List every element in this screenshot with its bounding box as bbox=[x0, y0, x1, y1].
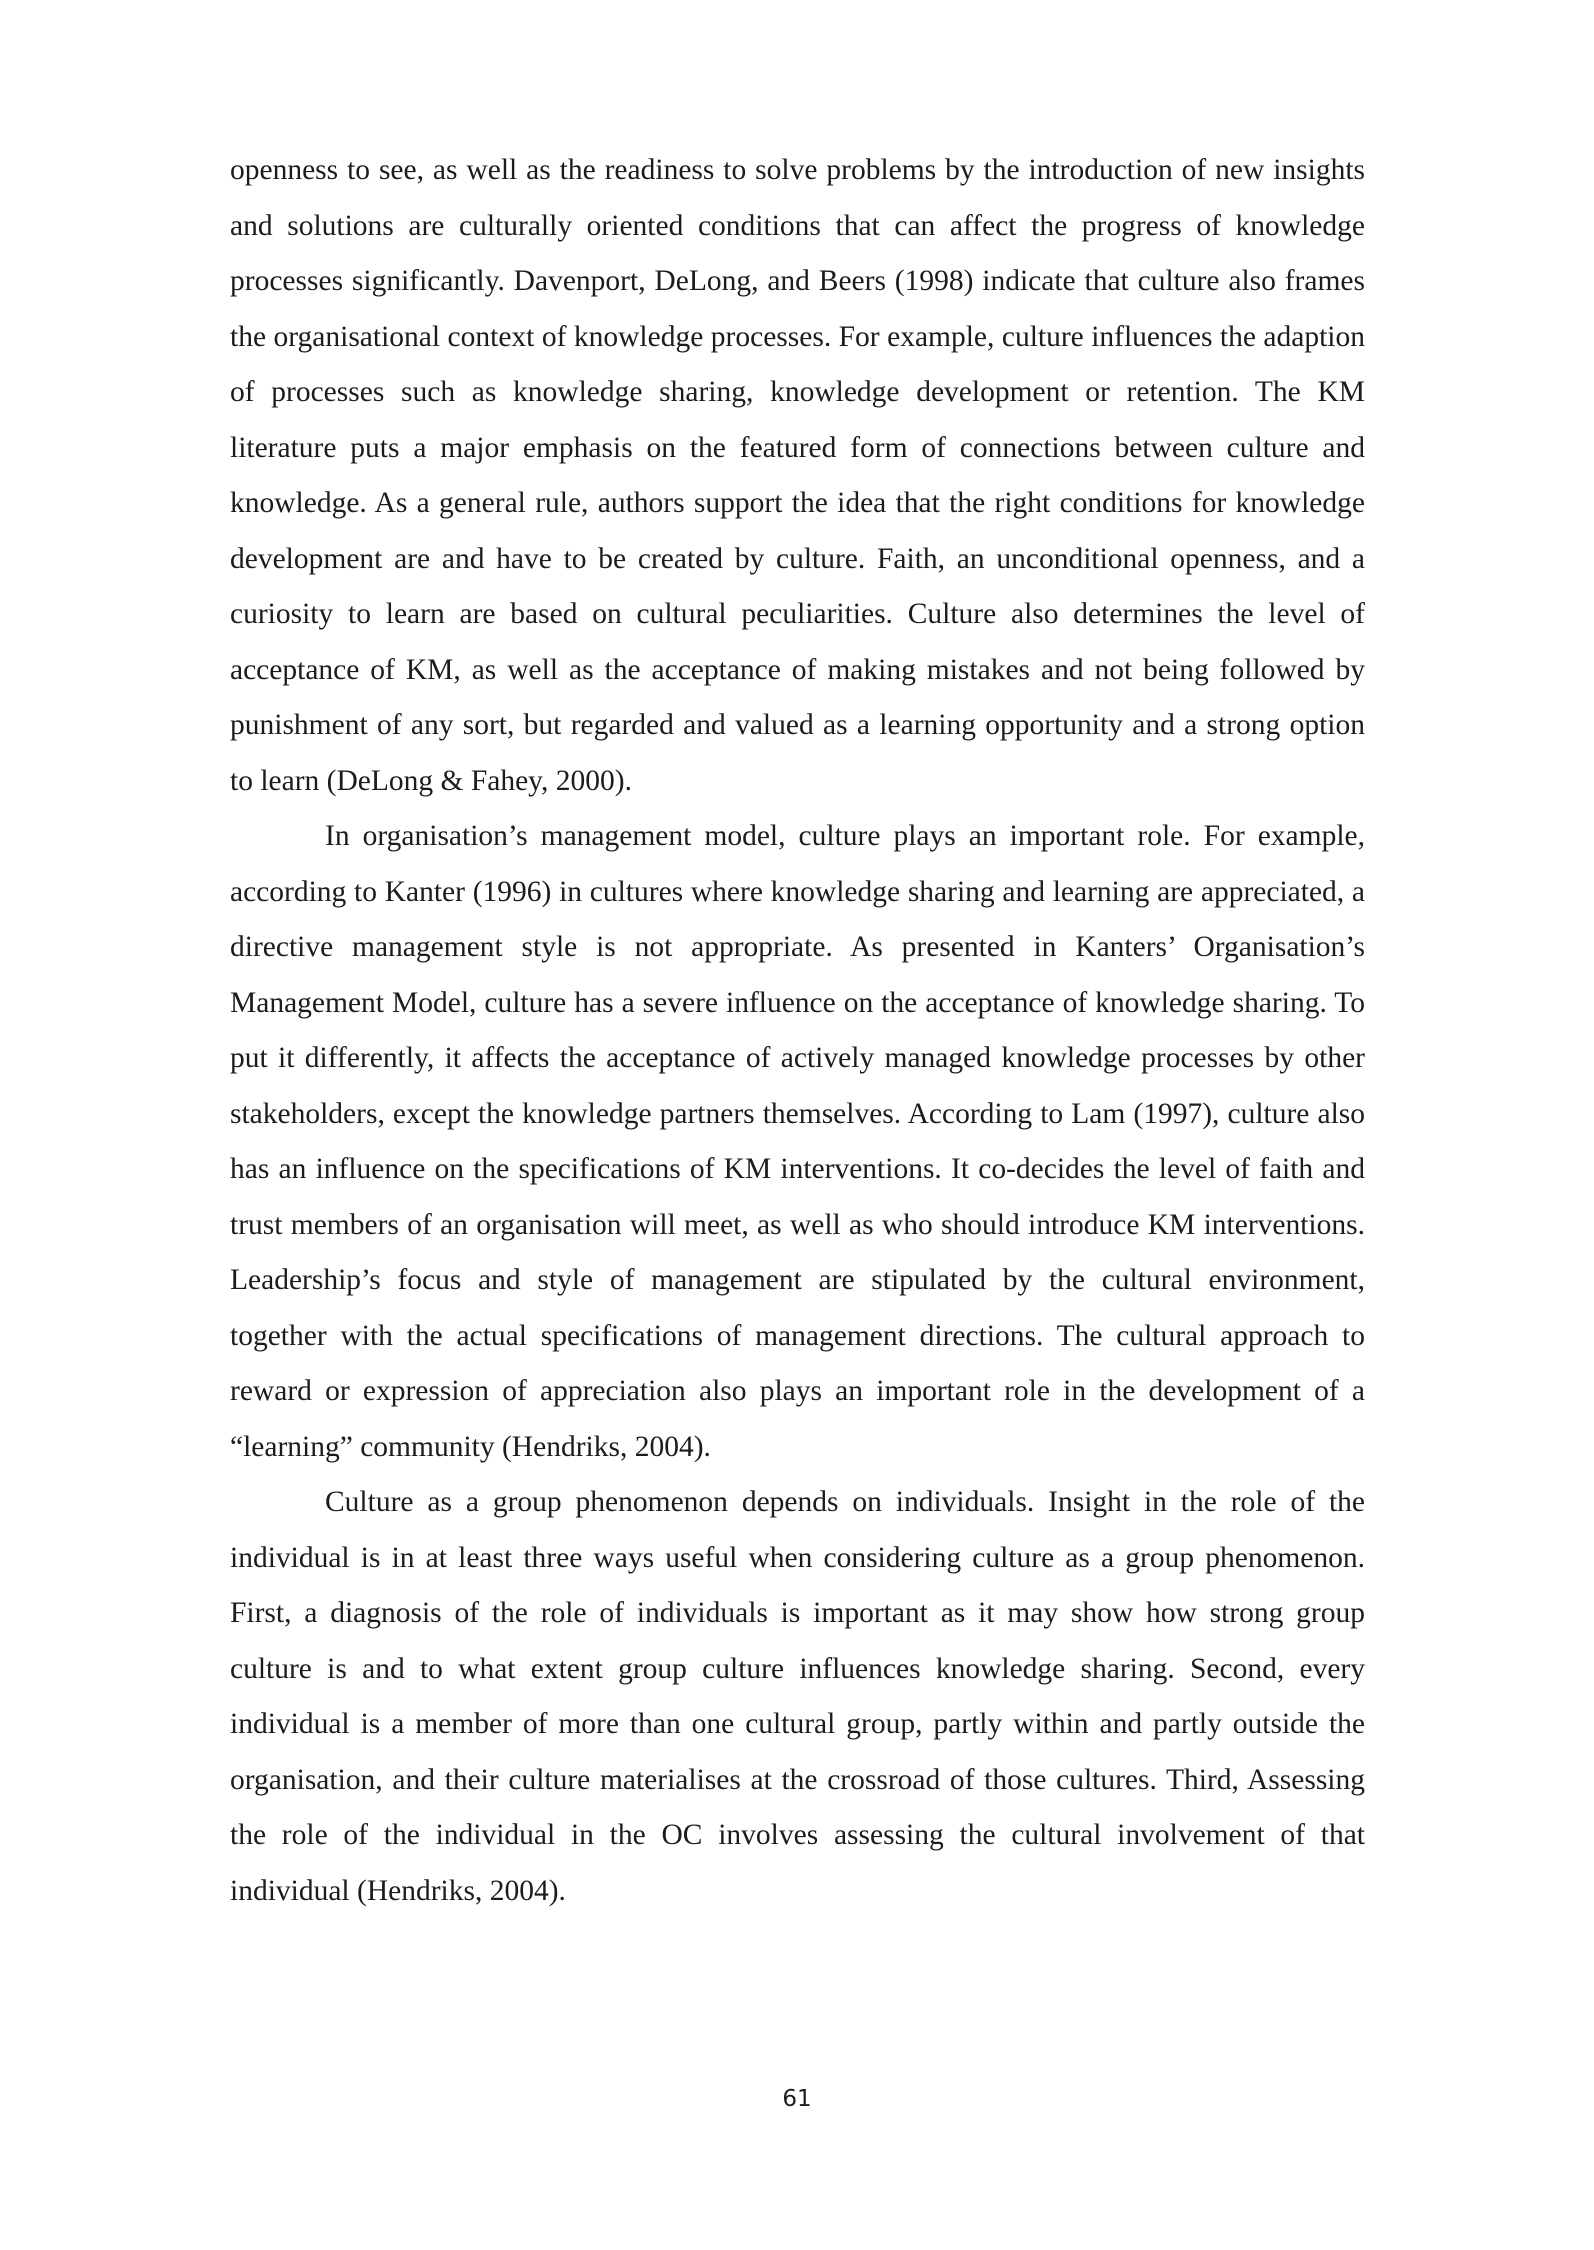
paragraph-2: In organisation’s management model, culture plays an important role. For example, according to Kanter (1996) in cultures where knowledge sharing and learning are appreciated, a directive management style is not appropriate. As presented in Kanters’ Organisation’s Management Model, culture has a severe influence on the acceptance of knowledge sharing. To put it differently, it affects the acceptance of actively managed knowledge processes by other stakeholders, except the knowledge partners themselves. According to Lam (1997), culture also has an influence on the specifications of KM interventions. It co-decides the level of faith and trust members of an organisation will meet, as well as who should introduce KM interventions. Leadership’s focus and style of management are stipulated by the cultural environment, together with the actual specifications of management directions. The cultural approach to reward or expression of appreciation also plays an important role in the development of a “learning” community (Hendriks, 2004). bbox=[230, 820, 1365, 1463]
page-number: 61 bbox=[782, 2086, 812, 2112]
body-text bbox=[230, 143, 1365, 1919]
paragraph-1: openness to see, as well as the readiness to solve problems by the introduction of new insights and solutions are culturally oriented conditions that can affect the progress of knowledge processes significantly. Davenport, DeLong, and Beers (1998) indicate that culture also frames the organisational context of knowledge processes. For example, culture influences the adaption of processes such as knowledge sharing, knowledge development or retention. The KM literature puts a major emphasis on the featured form of connections between culture and knowledge. As a general rule, authors support the idea that the right conditions for knowledge development are and have to be created by culture. Faith, an unconditional openness, and a curiosity to learn are based on cultural peculiarities. Culture also determines the level of acceptance of KM, as well as the acceptance of making mistakes and not being followed by punishment of any sort, but regarded and valued as a learning opportunity and a strong option to learn (DeLong & Fahey, 2000). bbox=[230, 154, 1365, 797]
paragraph-3: Culture as a group phenomenon depends on individuals. Insight in the role of the individual is in at least three ways useful when considering culture as a group phenomenon. First, a diagnosis of the role of individuals is important as it may show how strong group culture is and to what extent group culture influences knowledge sharing. Second, every individual is a member of more than one cultural group, partly within and partly outside the organisation, and their culture materialises at the crossroad of those cultures. Third, Assessing the role of the individual in the OC involves assessing the cultural involvement of that individual (Hendriks, 2004). bbox=[230, 1486, 1365, 1907]
